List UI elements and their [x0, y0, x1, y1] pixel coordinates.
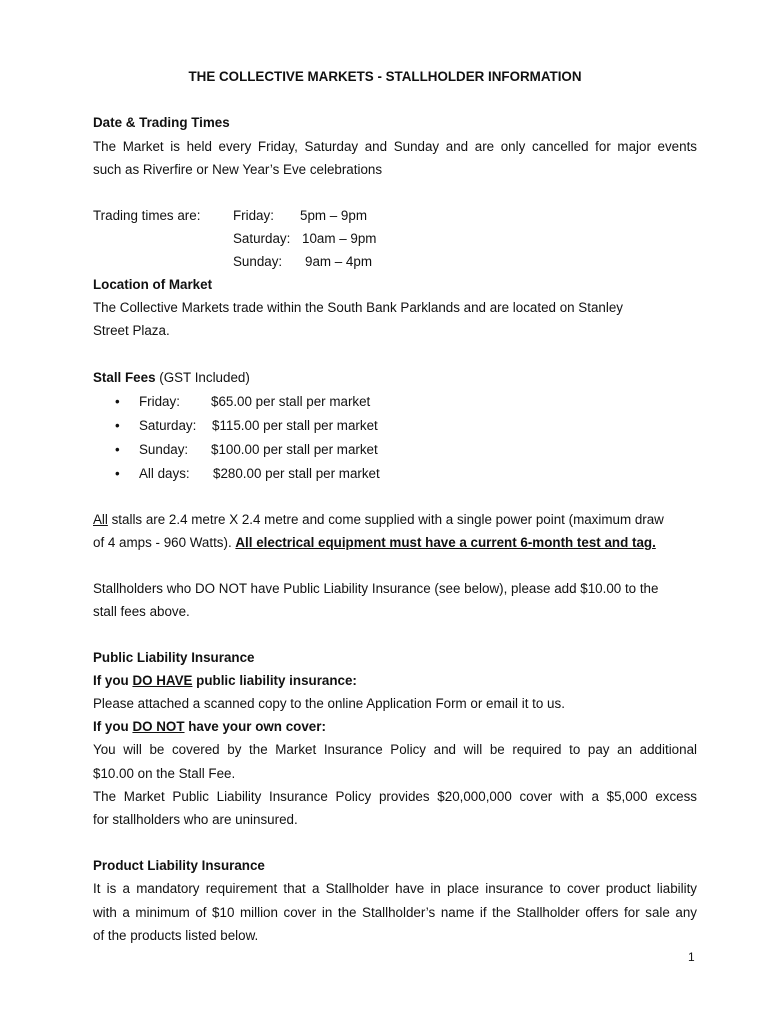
public-liability-heading: Public Liability Insurance [93, 650, 255, 665]
fee-day-saturday: Saturday: [139, 418, 197, 433]
stall-info-line-2 [93, 535, 656, 551]
bullet-icon: • [115, 466, 120, 481]
do-have-emph: DO HAVE [132, 673, 193, 688]
fee-day-friday: Friday: [139, 394, 180, 409]
trading-day-friday: Friday: [233, 208, 274, 223]
stall-fees-heading-line [93, 370, 250, 386]
do-have-text: Please attached a scanned copy to the online Application Form or email it to us. [93, 696, 565, 711]
fee-amount-saturday: $115.00 per stall per market [212, 418, 378, 433]
do-not-line-2: $10.00 on the Stall Fee. [93, 766, 236, 781]
fee-amount-sunday: $100.00 per stall per market [211, 442, 378, 457]
page-number: 1 [688, 950, 695, 964]
do-not-suffix: have your own cover: [184, 719, 326, 734]
stall-info-line-1 [93, 512, 664, 528]
product-liability-line-2: with a minimum of $10 million cover in the Stallholder’s name if the Stallholder offers for sale any [93, 905, 697, 920]
product-liability-line-1: It is a mandatory requirement that a Stallholder have in place insurance to cover product liability [93, 881, 697, 896]
location-line-1: The Collective Markets trade within the South Bank Parklands and are located on Stanley [93, 300, 623, 315]
stall-info-line-2-start: of 4 amps - 960 Watts). [93, 535, 236, 550]
location-heading: Location of Market [93, 277, 213, 292]
no-insurance-line-2: stall fees above. [93, 604, 190, 619]
electrical-warning: All electrical equipment must have a current 6-month test and tag. [235, 535, 656, 550]
date-trading-heading: Date & Trading Times [93, 115, 230, 130]
do-have-heading [93, 673, 357, 689]
trading-day-sunday: Sunday: [233, 254, 283, 269]
do-not-heading [93, 719, 326, 735]
trading-hours-saturday: 10am – 9pm [302, 231, 377, 246]
do-not-prefix: If you [93, 719, 133, 734]
bullet-icon: • [115, 442, 120, 457]
product-liability-heading: Product Liability Insurance [93, 858, 265, 873]
stall-info-all-word: All [93, 512, 108, 527]
do-not-emph: DO NOT [132, 719, 185, 734]
do-have-prefix: If you [93, 673, 133, 688]
document-title: THE COLLECTIVE MARKETS - STALLHOLDER INFORMATION [188, 69, 582, 84]
policy-line-2: for stallholders who are uninsured. [93, 812, 298, 827]
stall-info-line-1-rest: stalls are 2.4 metre X 2.4 metre and come supplied with a single power point (maximum draw [107, 512, 664, 527]
fee-amount-friday: $65.00 per stall per market [211, 394, 371, 409]
trading-hours-friday: 5pm – 9pm [300, 208, 367, 223]
trading-times-label: Trading times are: [93, 208, 201, 223]
bullet-icon: • [115, 418, 120, 433]
policy-line-1: The Market Public Liability Insurance Policy provides $20,000,000 cover with a $5,000 excess [93, 789, 697, 804]
location-line-2: Street Plaza. [93, 323, 170, 338]
trading-hours-sunday: 9am – 4pm [305, 254, 372, 269]
stall-fees-note: (GST Included) [155, 370, 250, 385]
stall-fees-heading: Stall Fees [93, 370, 156, 385]
fee-day-sunday: Sunday: [139, 442, 189, 457]
do-not-line-1: You will be covered by the Market Insurance Policy and will be required to pay an additional [93, 742, 697, 757]
do-have-suffix: public liability insurance: [192, 673, 357, 688]
date-trading-line-2: such as Riverfire or New Year’s Eve celebrations [93, 162, 383, 177]
product-liability-line-3: of the products listed below. [93, 928, 259, 943]
fee-day-all-days: All days: [139, 466, 190, 481]
bullet-icon: • [115, 394, 120, 409]
fee-amount-all-days: $280.00 per stall per market [213, 466, 380, 481]
no-insurance-line-1: Stallholders who DO NOT have Public Liability Insurance (see below), please add $10.00 to the [93, 581, 659, 596]
trading-day-saturday: Saturday: [233, 231, 291, 246]
date-trading-line-1: The Market is held every Friday, Saturday and Sunday and are only cancelled for major events [93, 139, 697, 154]
